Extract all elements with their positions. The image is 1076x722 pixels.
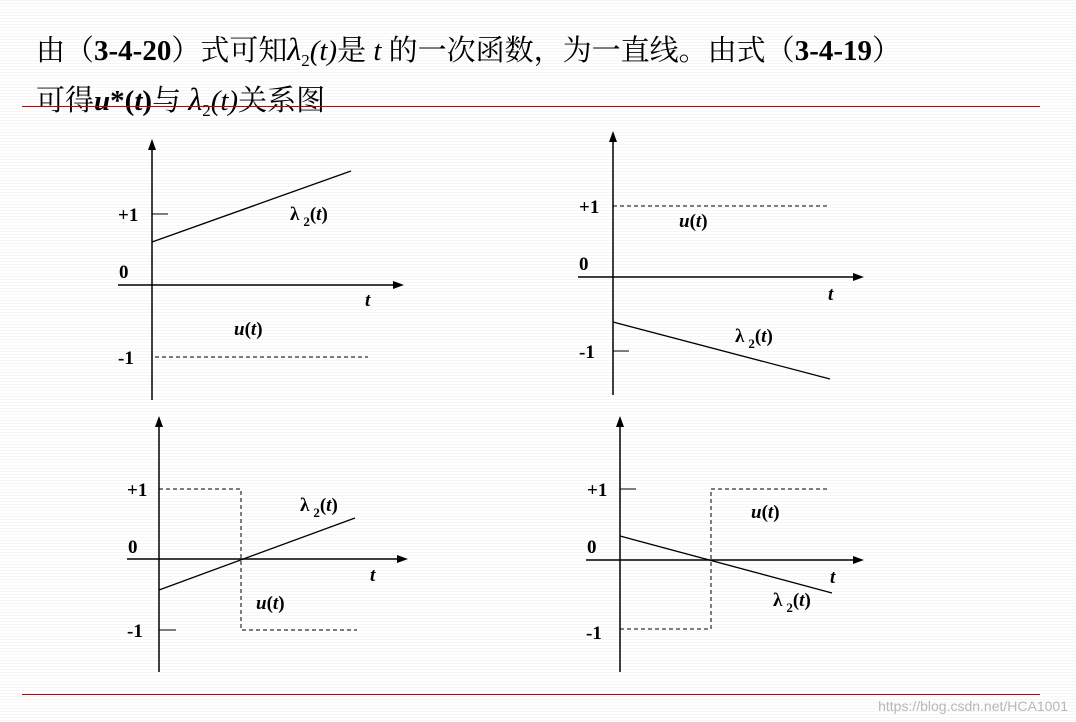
title-line-2: 可得u*(t)与 $\lambda_2(t)$关系图 xyxy=(36,81,326,120)
x-axis-arrow xyxy=(853,556,864,564)
label-minus1: -1 xyxy=(579,342,595,363)
label-minus1: -1 xyxy=(586,623,602,644)
label-ut: u(t) xyxy=(679,211,708,232)
label-t: t xyxy=(370,565,376,586)
label-ut: u(t) xyxy=(751,502,780,523)
lambda-line xyxy=(620,536,832,593)
label-zero: 0 xyxy=(587,537,597,558)
label-t: t xyxy=(365,290,371,311)
label-ut: u(t) xyxy=(234,319,263,340)
label-plus1: +1 xyxy=(127,480,148,501)
label-plus1: +1 xyxy=(587,480,608,501)
label-plus1: +1 xyxy=(579,197,600,218)
label-zero: 0 xyxy=(579,254,589,275)
label-lambda2t: λ $_2$(t) xyxy=(773,590,811,615)
label-lambda2t: λ $_2$(t) xyxy=(290,204,328,229)
bottom-divider xyxy=(22,694,1040,695)
title-line-1: 由（3-4-20）式可知$\lambda_2(t)$是 t 的一次函数，为一直线。由式（3-4-19） xyxy=(36,31,902,70)
label-t: t xyxy=(830,567,836,588)
y-axis-arrow xyxy=(616,416,624,427)
label-lambda2t: λ $_2$(t) xyxy=(300,495,338,520)
label-zero: 0 xyxy=(128,537,138,558)
label-minus1: -1 xyxy=(127,621,143,642)
label-ut: u(t) xyxy=(256,593,285,614)
label-t: t xyxy=(828,284,834,305)
watermark: https://blog.csdn.net/HCA1001 xyxy=(878,698,1068,714)
label-minus1: -1 xyxy=(118,348,134,369)
label-zero: 0 xyxy=(119,262,129,283)
label-lambda2t: λ $_2$(t) xyxy=(735,326,773,351)
label-plus1: +1 xyxy=(118,205,139,226)
